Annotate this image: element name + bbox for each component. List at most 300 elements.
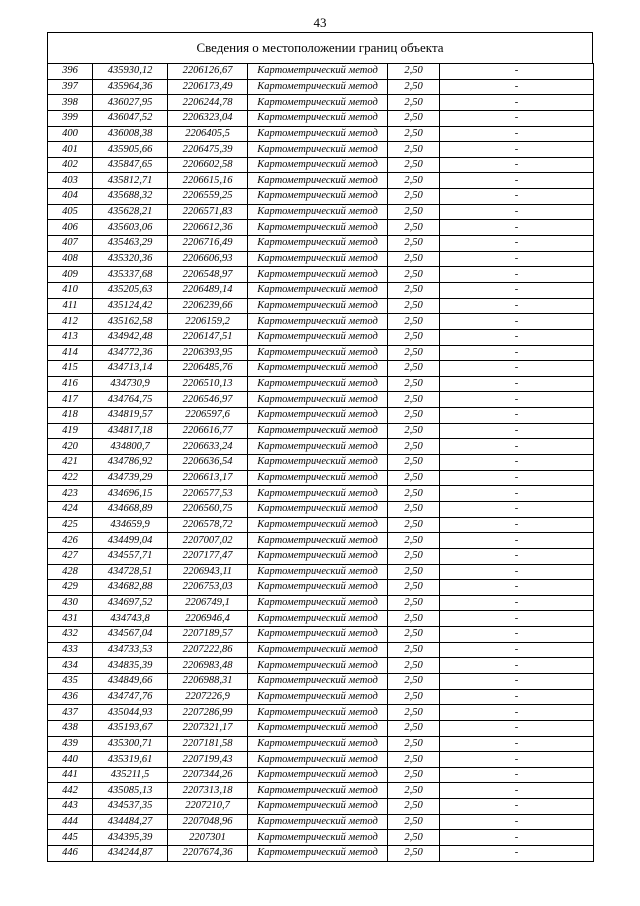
- accuracy-cell: 2,50: [388, 173, 440, 189]
- point-number-cell: 443: [48, 799, 93, 815]
- note-cell: -: [440, 189, 594, 205]
- accuracy-cell: 2,50: [388, 783, 440, 799]
- accuracy-cell: 2,50: [388, 720, 440, 736]
- y-coordinate-cell: 2206616,77: [168, 423, 248, 439]
- table-row: [48, 361, 594, 377]
- y-coordinate-cell: 2206612,36: [168, 220, 248, 236]
- method-cell: Картометрический метод: [248, 470, 388, 486]
- table-row: [48, 799, 594, 815]
- method-cell: Картометрический метод: [248, 189, 388, 205]
- x-coordinate-cell: 434696,15: [93, 486, 168, 502]
- x-coordinate-cell: 435905,66: [93, 142, 168, 158]
- accuracy-cell: 2,50: [388, 470, 440, 486]
- point-number-cell: 438: [48, 720, 93, 736]
- accuracy-cell: 2,50: [388, 814, 440, 830]
- accuracy-cell: 2,50: [388, 329, 440, 345]
- note-cell: -: [440, 345, 594, 361]
- x-coordinate-cell: 435162,58: [93, 314, 168, 330]
- note-cell: -: [440, 173, 594, 189]
- note-cell: -: [440, 251, 594, 267]
- note-cell: -: [440, 408, 594, 424]
- x-coordinate-cell: 435812,71: [93, 173, 168, 189]
- y-coordinate-cell: 2206606,93: [168, 251, 248, 267]
- table-body: [48, 64, 594, 862]
- x-coordinate-cell: 434682,88: [93, 580, 168, 596]
- table-row: [48, 392, 594, 408]
- accuracy-cell: 2,50: [388, 673, 440, 689]
- accuracy-cell: 2,50: [388, 799, 440, 815]
- point-number-cell: 410: [48, 282, 93, 298]
- method-cell: Картометрический метод: [248, 236, 388, 252]
- y-coordinate-cell: 2206943,11: [168, 564, 248, 580]
- accuracy-cell: 2,50: [388, 392, 440, 408]
- table-row: [48, 611, 594, 627]
- y-coordinate-cell: 2207210,7: [168, 799, 248, 815]
- x-coordinate-cell: 436008,38: [93, 126, 168, 142]
- table-row: [48, 329, 594, 345]
- method-cell: Картометрический метод: [248, 767, 388, 783]
- accuracy-cell: 2,50: [388, 517, 440, 533]
- x-coordinate-cell: 434733,53: [93, 642, 168, 658]
- y-coordinate-cell: 2206559,25: [168, 189, 248, 205]
- note-cell: -: [440, 64, 594, 80]
- point-number-cell: 432: [48, 627, 93, 643]
- point-number-cell: 430: [48, 595, 93, 611]
- note-cell: -: [440, 79, 594, 95]
- method-cell: Картометрический метод: [248, 814, 388, 830]
- x-coordinate-cell: 434713,14: [93, 361, 168, 377]
- x-coordinate-cell: 434697,52: [93, 595, 168, 611]
- accuracy-cell: 2,50: [388, 282, 440, 298]
- point-number-cell: 405: [48, 204, 93, 220]
- x-coordinate-cell: 434764,75: [93, 392, 168, 408]
- x-coordinate-cell: 434849,66: [93, 673, 168, 689]
- x-coordinate-cell: 434730,9: [93, 376, 168, 392]
- y-coordinate-cell: 2207301: [168, 830, 248, 846]
- y-coordinate-cell: 2206393,95: [168, 345, 248, 361]
- method-cell: Картометрический метод: [248, 204, 388, 220]
- x-coordinate-cell: 434817,18: [93, 423, 168, 439]
- y-coordinate-cell: 2206159,2: [168, 314, 248, 330]
- point-number-cell: 436: [48, 689, 93, 705]
- y-coordinate-cell: 2206983,48: [168, 658, 248, 674]
- x-coordinate-cell: 434743,8: [93, 611, 168, 627]
- table-row: [48, 220, 594, 236]
- note-cell: -: [440, 392, 594, 408]
- y-coordinate-cell: 2207007,02: [168, 533, 248, 549]
- y-coordinate-cell: 2207674,36: [168, 846, 248, 862]
- point-number-cell: 414: [48, 345, 93, 361]
- accuracy-cell: 2,50: [388, 95, 440, 111]
- point-number-cell: 406: [48, 220, 93, 236]
- x-coordinate-cell: 434819,57: [93, 408, 168, 424]
- accuracy-cell: 2,50: [388, 580, 440, 596]
- y-coordinate-cell: 2206510,13: [168, 376, 248, 392]
- x-coordinate-cell: 434835,39: [93, 658, 168, 674]
- x-coordinate-cell: 434484,27: [93, 814, 168, 830]
- table-title: Сведения о местоположении границ объекта: [47, 32, 593, 63]
- x-coordinate-cell: 434567,04: [93, 627, 168, 643]
- x-coordinate-cell: 434942,48: [93, 329, 168, 345]
- x-coordinate-cell: 434747,76: [93, 689, 168, 705]
- note-cell: -: [440, 783, 594, 799]
- point-number-cell: 421: [48, 455, 93, 471]
- table-row: [48, 720, 594, 736]
- note-cell: -: [440, 564, 594, 580]
- table-row: [48, 376, 594, 392]
- accuracy-cell: 2,50: [388, 611, 440, 627]
- point-number-cell: 404: [48, 189, 93, 205]
- method-cell: Картометрический метод: [248, 267, 388, 283]
- x-coordinate-cell: 435847,65: [93, 157, 168, 173]
- y-coordinate-cell: 2206323,04: [168, 110, 248, 126]
- y-coordinate-cell: 2206577,53: [168, 486, 248, 502]
- accuracy-cell: 2,50: [388, 486, 440, 502]
- accuracy-cell: 2,50: [388, 204, 440, 220]
- method-cell: Картометрический метод: [248, 173, 388, 189]
- y-coordinate-cell: 2207181,58: [168, 736, 248, 752]
- point-number-cell: 409: [48, 267, 93, 283]
- method-cell: Картометрический метод: [248, 408, 388, 424]
- method-cell: Картометрический метод: [248, 423, 388, 439]
- accuracy-cell: 2,50: [388, 705, 440, 721]
- point-number-cell: 440: [48, 752, 93, 768]
- point-number-cell: 441: [48, 767, 93, 783]
- table-row: [48, 658, 594, 674]
- accuracy-cell: 2,50: [388, 345, 440, 361]
- method-cell: Картометрический метод: [248, 345, 388, 361]
- point-number-cell: 439: [48, 736, 93, 752]
- note-cell: -: [440, 767, 594, 783]
- accuracy-cell: 2,50: [388, 658, 440, 674]
- point-number-cell: 419: [48, 423, 93, 439]
- accuracy-cell: 2,50: [388, 157, 440, 173]
- y-coordinate-cell: 2206613,17: [168, 470, 248, 486]
- y-coordinate-cell: 2206560,75: [168, 501, 248, 517]
- table-row: [48, 564, 594, 580]
- y-coordinate-cell: 2207226,9: [168, 689, 248, 705]
- x-coordinate-cell: 435300,71: [93, 736, 168, 752]
- note-cell: -: [440, 517, 594, 533]
- method-cell: Картометрический метод: [248, 64, 388, 80]
- accuracy-cell: 2,50: [388, 564, 440, 580]
- point-number-cell: 398: [48, 95, 93, 111]
- point-number-cell: 397: [48, 79, 93, 95]
- y-coordinate-cell: 2206489,14: [168, 282, 248, 298]
- x-coordinate-cell: 434668,89: [93, 501, 168, 517]
- accuracy-cell: 2,50: [388, 533, 440, 549]
- note-cell: -: [440, 361, 594, 377]
- point-number-cell: 420: [48, 439, 93, 455]
- note-cell: -: [440, 220, 594, 236]
- point-number-cell: 400: [48, 126, 93, 142]
- table-row: [48, 642, 594, 658]
- y-coordinate-cell: 2207321,17: [168, 720, 248, 736]
- accuracy-cell: 2,50: [388, 767, 440, 783]
- table-row: [48, 752, 594, 768]
- note-cell: -: [440, 314, 594, 330]
- point-number-cell: 422: [48, 470, 93, 486]
- accuracy-cell: 2,50: [388, 627, 440, 643]
- table-row: [48, 486, 594, 502]
- method-cell: Картометрический метод: [248, 392, 388, 408]
- method-cell: Картометрический метод: [248, 439, 388, 455]
- point-number-cell: 434: [48, 658, 93, 674]
- table-row: [48, 408, 594, 424]
- point-number-cell: 408: [48, 251, 93, 267]
- table-row: [48, 110, 594, 126]
- x-coordinate-cell: 435688,32: [93, 189, 168, 205]
- method-cell: Картометрический метод: [248, 329, 388, 345]
- method-cell: Картометрический метод: [248, 126, 388, 142]
- table-row: [48, 173, 594, 189]
- y-coordinate-cell: 2206716,49: [168, 236, 248, 252]
- table-row: [48, 267, 594, 283]
- note-cell: -: [440, 157, 594, 173]
- x-coordinate-cell: 435463,29: [93, 236, 168, 252]
- x-coordinate-cell: 434659,9: [93, 517, 168, 533]
- x-coordinate-cell: 435320,36: [93, 251, 168, 267]
- accuracy-cell: 2,50: [388, 423, 440, 439]
- note-cell: -: [440, 470, 594, 486]
- table-row: [48, 345, 594, 361]
- y-coordinate-cell: 2206147,51: [168, 329, 248, 345]
- accuracy-cell: 2,50: [388, 220, 440, 236]
- x-coordinate-cell: 434786,92: [93, 455, 168, 471]
- note-cell: -: [440, 799, 594, 815]
- note-cell: -: [440, 642, 594, 658]
- table-row: [48, 314, 594, 330]
- method-cell: Картометрический метод: [248, 720, 388, 736]
- point-number-cell: 418: [48, 408, 93, 424]
- x-coordinate-cell: 434244,87: [93, 846, 168, 862]
- x-coordinate-cell: 435964,36: [93, 79, 168, 95]
- y-coordinate-cell: 2206597,6: [168, 408, 248, 424]
- note-cell: -: [440, 673, 594, 689]
- accuracy-cell: 2,50: [388, 79, 440, 95]
- table-row: [48, 814, 594, 830]
- point-number-cell: 437: [48, 705, 93, 721]
- point-number-cell: 411: [48, 298, 93, 314]
- y-coordinate-cell: 2207189,57: [168, 627, 248, 643]
- method-cell: Картометрический метод: [248, 220, 388, 236]
- note-cell: -: [440, 580, 594, 596]
- accuracy-cell: 2,50: [388, 846, 440, 862]
- table-row: [48, 673, 594, 689]
- accuracy-cell: 2,50: [388, 110, 440, 126]
- table-row: [48, 126, 594, 142]
- table-row: [48, 846, 594, 862]
- method-cell: Картометрический метод: [248, 846, 388, 862]
- note-cell: -: [440, 846, 594, 862]
- y-coordinate-cell: 2206546,97: [168, 392, 248, 408]
- note-cell: -: [440, 548, 594, 564]
- method-cell: Картометрический метод: [248, 658, 388, 674]
- point-number-cell: 413: [48, 329, 93, 345]
- point-number-cell: 403: [48, 173, 93, 189]
- x-coordinate-cell: 435337,68: [93, 267, 168, 283]
- table-row: [48, 157, 594, 173]
- point-number-cell: 415: [48, 361, 93, 377]
- note-cell: -: [440, 814, 594, 830]
- note-cell: -: [440, 439, 594, 455]
- note-cell: -: [440, 329, 594, 345]
- accuracy-cell: 2,50: [388, 189, 440, 205]
- note-cell: -: [440, 110, 594, 126]
- y-coordinate-cell: 2207048,96: [168, 814, 248, 830]
- y-coordinate-cell: 2206578,72: [168, 517, 248, 533]
- note-cell: -: [440, 830, 594, 846]
- table-row: [48, 627, 594, 643]
- y-coordinate-cell: 2207344,26: [168, 767, 248, 783]
- method-cell: Картометрический метод: [248, 95, 388, 111]
- method-cell: Картометрический метод: [248, 627, 388, 643]
- accuracy-cell: 2,50: [388, 236, 440, 252]
- point-number-cell: 424: [48, 501, 93, 517]
- table-row: [48, 783, 594, 799]
- accuracy-cell: 2,50: [388, 361, 440, 377]
- y-coordinate-cell: 2206405,5: [168, 126, 248, 142]
- table-row: [48, 251, 594, 267]
- note-cell: -: [440, 376, 594, 392]
- accuracy-cell: 2,50: [388, 736, 440, 752]
- accuracy-cell: 2,50: [388, 752, 440, 768]
- x-coordinate-cell: 434499,04: [93, 533, 168, 549]
- method-cell: Картометрический метод: [248, 580, 388, 596]
- x-coordinate-cell: 434557,71: [93, 548, 168, 564]
- method-cell: Картометрический метод: [248, 282, 388, 298]
- accuracy-cell: 2,50: [388, 642, 440, 658]
- method-cell: Картометрический метод: [248, 642, 388, 658]
- method-cell: Картометрический метод: [248, 361, 388, 377]
- accuracy-cell: 2,50: [388, 501, 440, 517]
- note-cell: -: [440, 611, 594, 627]
- y-coordinate-cell: 2206173,49: [168, 79, 248, 95]
- point-number-cell: 426: [48, 533, 93, 549]
- note-cell: -: [440, 204, 594, 220]
- method-cell: Картометрический метод: [248, 705, 388, 721]
- x-coordinate-cell: 434772,36: [93, 345, 168, 361]
- x-coordinate-cell: 436047,52: [93, 110, 168, 126]
- table-row: [48, 533, 594, 549]
- point-number-cell: 442: [48, 783, 93, 799]
- table-row: [48, 95, 594, 111]
- y-coordinate-cell: 2206749,1: [168, 595, 248, 611]
- method-cell: Картометрический метод: [248, 783, 388, 799]
- accuracy-cell: 2,50: [388, 595, 440, 611]
- note-cell: -: [440, 595, 594, 611]
- table-row: [48, 595, 594, 611]
- table-row: [48, 282, 594, 298]
- method-cell: Картометрический метод: [248, 830, 388, 846]
- method-cell: Картометрический метод: [248, 251, 388, 267]
- table-row: [48, 548, 594, 564]
- method-cell: Картометрический метод: [248, 752, 388, 768]
- point-number-cell: 428: [48, 564, 93, 580]
- accuracy-cell: 2,50: [388, 830, 440, 846]
- accuracy-cell: 2,50: [388, 64, 440, 80]
- x-coordinate-cell: 435211,5: [93, 767, 168, 783]
- table-row: [48, 501, 594, 517]
- table-row: [48, 830, 594, 846]
- x-coordinate-cell: 435085,13: [93, 783, 168, 799]
- table-row: [48, 204, 594, 220]
- table-row: [48, 470, 594, 486]
- y-coordinate-cell: 2206126,67: [168, 64, 248, 80]
- table-row: [48, 64, 594, 80]
- y-coordinate-cell: 2206946,4: [168, 611, 248, 627]
- table-row: [48, 142, 594, 158]
- method-cell: Картометрический метод: [248, 157, 388, 173]
- accuracy-cell: 2,50: [388, 142, 440, 158]
- table-row: [48, 439, 594, 455]
- point-number-cell: 435: [48, 673, 93, 689]
- note-cell: -: [440, 501, 594, 517]
- x-coordinate-cell: 435603,06: [93, 220, 168, 236]
- table-row: [48, 580, 594, 596]
- point-number-cell: 416: [48, 376, 93, 392]
- accuracy-cell: 2,50: [388, 439, 440, 455]
- table-row: [48, 767, 594, 783]
- point-number-cell: 425: [48, 517, 93, 533]
- note-cell: -: [440, 236, 594, 252]
- method-cell: Картометрический метод: [248, 314, 388, 330]
- method-cell: Картометрический метод: [248, 455, 388, 471]
- page-number: 43: [313, 15, 327, 30]
- table-row: [48, 689, 594, 705]
- accuracy-cell: 2,50: [388, 267, 440, 283]
- method-cell: Картометрический метод: [248, 689, 388, 705]
- accuracy-cell: 2,50: [388, 689, 440, 705]
- note-cell: -: [440, 486, 594, 502]
- method-cell: Картометрический метод: [248, 533, 388, 549]
- method-cell: Картометрический метод: [248, 517, 388, 533]
- table-row: [48, 236, 594, 252]
- accuracy-cell: 2,50: [388, 251, 440, 267]
- method-cell: Картометрический метод: [248, 486, 388, 502]
- method-cell: Картометрический метод: [248, 298, 388, 314]
- note-cell: -: [440, 705, 594, 721]
- table-row: [48, 189, 594, 205]
- point-number-cell: 412: [48, 314, 93, 330]
- note-cell: -: [440, 423, 594, 439]
- note-cell: -: [440, 126, 594, 142]
- y-coordinate-cell: 2206244,78: [168, 95, 248, 111]
- note-cell: -: [440, 736, 594, 752]
- method-cell: Картометрический метод: [248, 376, 388, 392]
- coordinates-sheet: [47, 32, 593, 862]
- note-cell: -: [440, 267, 594, 283]
- y-coordinate-cell: 2207222,86: [168, 642, 248, 658]
- point-number-cell: 407: [48, 236, 93, 252]
- accuracy-cell: 2,50: [388, 455, 440, 471]
- method-cell: Картометрический метод: [248, 110, 388, 126]
- method-cell: Картометрический метод: [248, 595, 388, 611]
- y-coordinate-cell: 2207199,43: [168, 752, 248, 768]
- x-coordinate-cell: 435044,93: [93, 705, 168, 721]
- x-coordinate-cell: 434395,39: [93, 830, 168, 846]
- note-cell: -: [440, 95, 594, 111]
- method-cell: Картометрический метод: [248, 501, 388, 517]
- point-number-cell: 396: [48, 64, 93, 80]
- y-coordinate-cell: 2206485,76: [168, 361, 248, 377]
- method-cell: Картометрический метод: [248, 736, 388, 752]
- note-cell: -: [440, 658, 594, 674]
- y-coordinate-cell: 2206753,03: [168, 580, 248, 596]
- table-row: [48, 705, 594, 721]
- y-coordinate-cell: 2206475,39: [168, 142, 248, 158]
- x-coordinate-cell: 435930,12: [93, 64, 168, 80]
